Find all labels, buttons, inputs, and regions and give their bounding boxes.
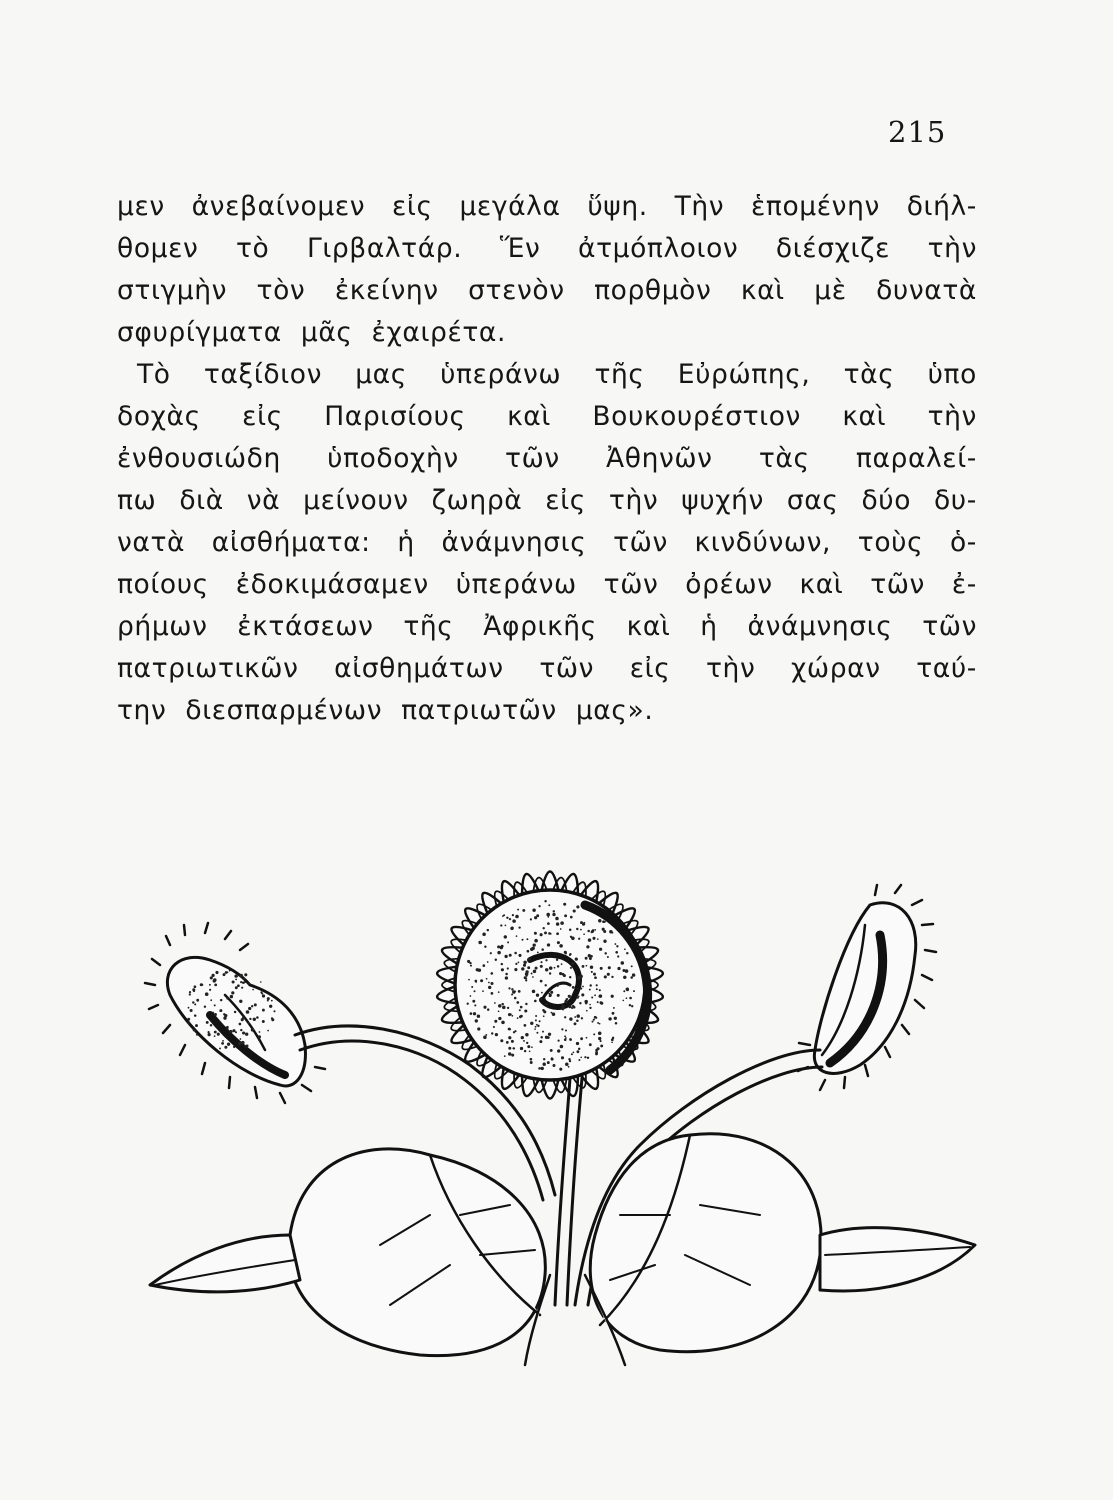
word: καὶ (626, 611, 671, 642)
right-flower (798, 885, 936, 1090)
text-line (117, 354, 977, 396)
word: τὴν (706, 653, 756, 684)
left-flower (145, 923, 325, 1103)
word: δύο (861, 485, 912, 516)
word: Τὸ (137, 359, 171, 390)
text-line (117, 438, 977, 480)
text-line (117, 522, 977, 564)
word: εἰς (242, 401, 283, 432)
word: ὀρέων (685, 569, 773, 600)
word: δοχὰς (117, 401, 201, 432)
word: καὶ (740, 275, 785, 306)
word: τοὺς (857, 527, 924, 558)
word: ὁ- (949, 527, 977, 558)
word: στιγμὴν (117, 275, 228, 306)
word: εἰς (391, 191, 433, 222)
word: ὑπεράνω (455, 569, 577, 600)
word: τὴν (608, 485, 659, 516)
body-text (117, 186, 977, 732)
word: διὰ (179, 485, 224, 516)
word: τῶν (603, 569, 659, 600)
text-line: την διεσπαρμένων πατριωτῶν μας». (117, 695, 654, 726)
word: δυνατὰ (876, 275, 977, 306)
word: ὑποδοχὴν (327, 443, 459, 474)
word: τῶν (922, 611, 977, 642)
word: ἐδοκιμάσαμεν (235, 569, 429, 600)
text-line (117, 186, 977, 228)
text-line (117, 396, 977, 438)
word: εἰς (629, 653, 671, 684)
word: τῶν (539, 653, 595, 684)
word: ὑπεράνω (440, 359, 562, 390)
word: τὴν (927, 233, 977, 264)
word: καὶ (799, 569, 844, 600)
word: παραλεί- (855, 443, 977, 474)
word: Γιρβαλτάρ. (306, 233, 463, 264)
word: μεν (117, 191, 165, 222)
text-line: σφυρίγματα μᾶς ἐχαιρέτα. (117, 317, 507, 348)
word: καὶ (842, 401, 887, 432)
paragraph-1 (117, 186, 977, 354)
page-number: 215 (888, 115, 947, 149)
word: δυ- (933, 485, 977, 516)
word: κινδύνων, (694, 527, 832, 558)
center-flower-head (455, 890, 648, 1080)
word: νὰ (246, 485, 281, 516)
word: πορθμὸν (594, 275, 712, 306)
word: ζωηρὰ (431, 485, 523, 516)
word: πω (117, 485, 157, 516)
text-line (117, 564, 977, 606)
text-line (117, 648, 977, 690)
word: Τὴν (674, 191, 725, 222)
text-line (117, 606, 977, 648)
sunflower-illustration (130, 835, 990, 1380)
word: τῶν (613, 527, 668, 558)
word: ἀνεβαίνομεν (191, 191, 366, 222)
word: Παρισίους (324, 401, 466, 432)
text-line (117, 480, 977, 522)
paragraph-2 (117, 354, 977, 732)
word: μὲ (814, 275, 847, 306)
word: χώραν (791, 653, 881, 684)
word: ρήμων (117, 611, 208, 642)
word: τῶν (505, 443, 560, 474)
word: ἀτμόπλοιον (578, 233, 739, 264)
word: τὰς (758, 443, 810, 474)
word: Ἀφρικῆς (483, 611, 597, 642)
word: νατὰ (117, 527, 186, 558)
word: Εὐρώπης, (677, 359, 811, 390)
word: τῆς (594, 359, 645, 390)
word: διήλ- (906, 191, 977, 222)
text-line (117, 270, 977, 312)
word: διέσχιζε (775, 233, 891, 264)
word: Ἀθηνῶν (606, 443, 713, 474)
word: τὰς (843, 359, 895, 390)
center-stem (555, 1078, 582, 1305)
word: ἀνάμνησις (441, 527, 587, 558)
word: εἰς (545, 485, 586, 516)
word: ὕψη. (587, 191, 648, 222)
text-line (117, 228, 977, 270)
word: ἡ (700, 611, 718, 642)
word: πατριωτικῶν (117, 653, 299, 684)
word: στενὸν (468, 275, 565, 306)
word: ἀνάμνησις (747, 611, 893, 642)
word: τῆς (403, 611, 454, 642)
word: μείνουν (303, 485, 409, 516)
word: θομεν (117, 233, 199, 264)
word: ψυχήν (681, 485, 764, 516)
word: ἐνθουσιώδη (117, 443, 281, 474)
word: ποίους (117, 569, 209, 600)
word: ἑπομένην (751, 191, 880, 222)
word: τὸ (236, 233, 270, 264)
word: ταξίδιον (203, 359, 322, 390)
word: ἐκτάσεων (237, 611, 374, 642)
word: σας (786, 485, 839, 516)
word: ἐ- (951, 569, 977, 600)
word: καὶ (507, 401, 551, 432)
word: ἐκείνην (334, 275, 439, 306)
sunflower-drawing (130, 835, 990, 1380)
word: αἰσθημάτων (334, 653, 504, 684)
word: τὸν (256, 275, 306, 306)
word: μεγάλα (459, 191, 561, 222)
word: αἰσθήματα: (211, 527, 371, 558)
word: τὴν (927, 401, 977, 432)
word: Ἕν (499, 233, 541, 264)
word: τῶν (870, 569, 925, 600)
word: Βουκουρέστιον (592, 401, 801, 432)
word: μας (355, 359, 407, 390)
word: ἡ (397, 527, 415, 558)
word: ταύ- (916, 653, 977, 684)
word: ὑπο (927, 359, 977, 390)
